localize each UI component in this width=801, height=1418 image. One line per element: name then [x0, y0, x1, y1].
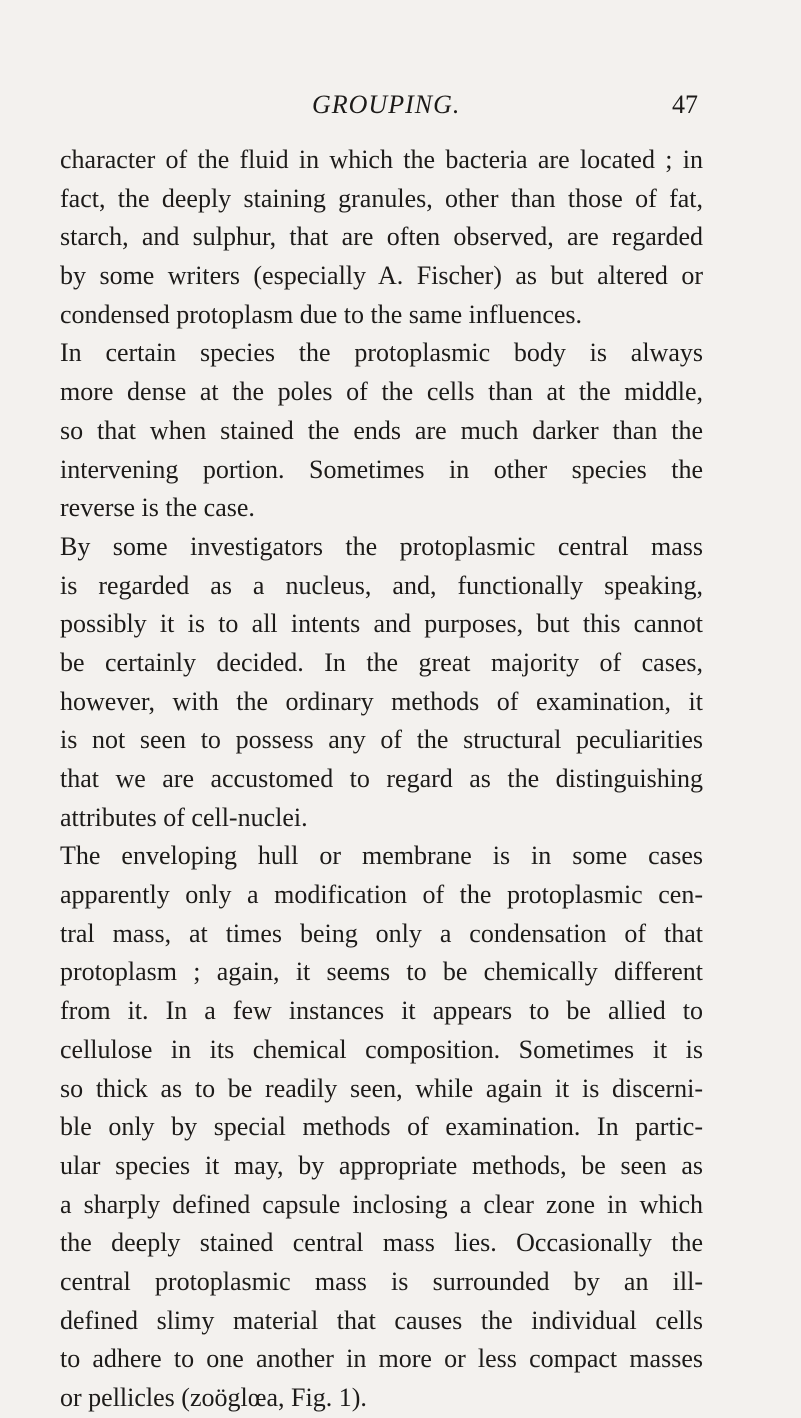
text-line: however, with the ordinary methods of examination, it [60, 686, 703, 716]
text-line: so thick as to be readily seen, while again it is discerni- [60, 1073, 703, 1103]
text-line: to adhere to one another in more or less compact masses [60, 1344, 703, 1374]
text-line: ular species it may, by appropriate methods, be seen as [60, 1150, 703, 1180]
text-line: tral mass, at times being only a condensation of that [60, 918, 703, 948]
text-line: character of the fluid in which the bacteria are located ; in [60, 145, 703, 174]
text-line: is not seen to possess any of the structural peculiarities [60, 725, 703, 755]
text-line: that we are accustomed to regard as the distinguishing [60, 764, 703, 793]
text-line: from it. In a few instances it appears to be allied to [60, 996, 703, 1026]
text-line: possibly it is to all intents and purposes, but this cannot [60, 609, 703, 639]
text-line: central protoplasmic mass is surrounded by an ill- [60, 1266, 703, 1296]
text-line: The enveloping hull or membrane is in some cases [60, 841, 703, 871]
text-line: starch, and sulphur, that are often observed, are regarded [60, 222, 703, 252]
text-line: ble only by special methods of examination. In partic- [60, 1112, 703, 1142]
text-line: In certain species the protoplasmic body is always [60, 338, 703, 368]
text-line: a sharply defined capsule inclosing a clear zone in which [60, 1189, 703, 1219]
text-line: fact, the deeply staining granules, other than those of fat, [60, 183, 703, 213]
text-line: by some writers (especially A. Fischer) as but altered or [60, 261, 703, 291]
running-head [60, 88, 700, 122]
running-title: GROUPING. [312, 90, 461, 119]
text-line: cellulose in its chemical composition. Sometimes it is [60, 1034, 703, 1064]
text-line: apparently only a modification of the protoplasmic cen- [60, 880, 703, 910]
text-line: protoplasm ; again, it seems to be chemically different [60, 957, 703, 987]
text-line: reverse is the case. [60, 493, 255, 523]
text-line: intervening portion. Sometimes in other species the [60, 454, 703, 484]
text-line: defined slimy material that causes the individual cells [60, 1305, 703, 1335]
text-line: the deeply stained central mass lies. Occasionally the [60, 1228, 703, 1258]
page-number: 47 [672, 90, 698, 119]
text-line: so that when stained the ends are much darker than the [60, 415, 703, 445]
text-line: attributes of cell-nuclei. [60, 802, 308, 832]
text-line: condensed protoplasm due to the same influences. [60, 299, 583, 329]
text-line: more dense at the poles of the cells than at the middle, [60, 377, 703, 407]
text-line: be certainly decided. In the great majority of cases, [60, 647, 703, 677]
text-line: is regarded as a nucleus, and, functionally speaking, [60, 570, 703, 600]
body-text [60, 141, 703, 1418]
text-line: or pellicles (zoöglœa, Fig. 1). [60, 1383, 367, 1412]
text-line: By some investigators the protoplasmic central mass [60, 531, 703, 561]
